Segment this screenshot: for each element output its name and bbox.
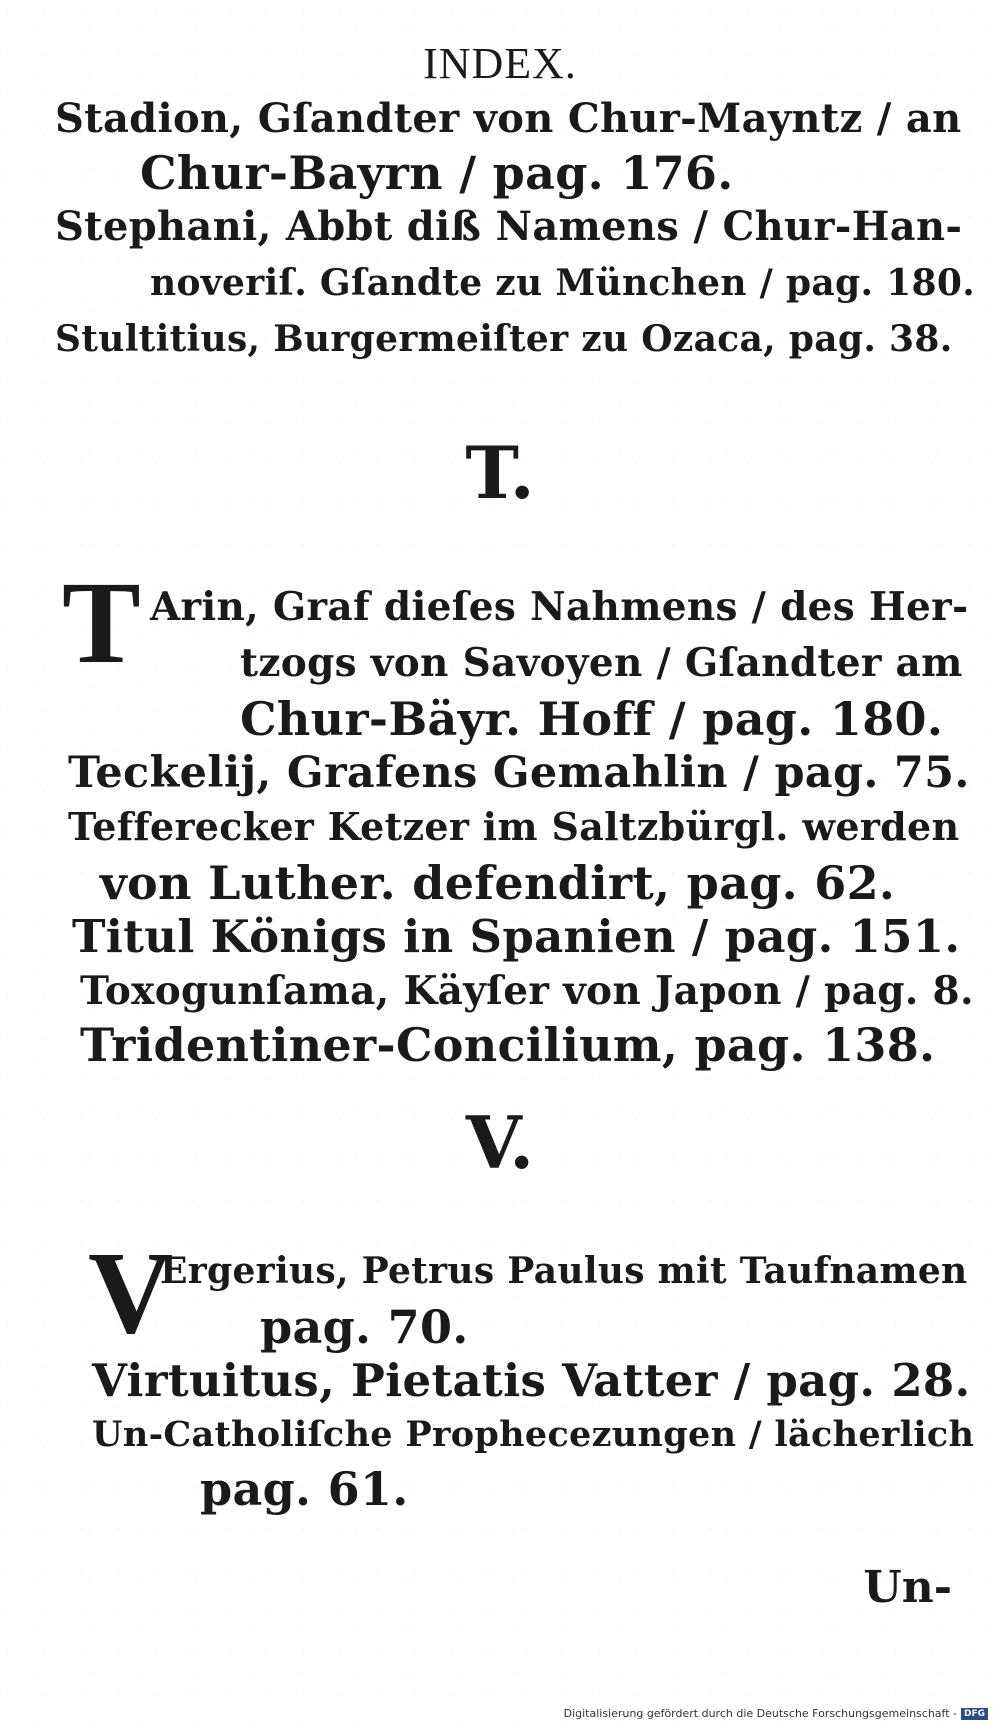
dfg-logo: DFG [961,1708,988,1720]
catchword: Un- [863,1562,952,1613]
section-heading-v: V. [465,1100,535,1185]
entry-virtuitus: Virtuitus, Pietatis Vatter / pag. 28. [92,1354,971,1407]
entry-stephani-cont: noveriſ. Gſandte zu München / pag. 180. [150,262,976,304]
entry-uncatholische-cont: pag. 61. [200,1462,409,1516]
entry-stadion-cont: Chur-Bayrn / pag. 176. [140,146,734,200]
dropcap-v: V [88,1227,174,1358]
entry-tridentiner: Tridentiner-Concilium, pag. 138. [80,1018,936,1072]
entry-titul: Titul Königs in Spanien / pag. 151. [72,910,961,963]
entry-tarin: Arin, Graf dieſes Nahmens / des Her- [150,584,969,630]
entry-tarin-cont-2: Chur-Bäyr. Hoff / pag. 180. [240,692,944,746]
section-heading-t: T. [465,430,535,515]
entry-toxogunsama: Toxogunſama, Käyſer von Japon / pag. 8. [80,968,974,1014]
entry-tefferecker: Tefferecker Ketzer im Saltzbürgl. werden [68,804,960,849]
entry-uncatholische: Un-Catholiſche Prophecezungen / lächerlich [92,1414,975,1455]
footer-text: Digitalisierung gefördert durch die Deutsche Forschungsgemeinschaft - [563,1707,957,1720]
entry-stephani: Stephani, Abbt diß Namens / Chur-Han- [55,203,963,250]
entry-vergerius: Ergerius, Petrus Paulus mit Taufnamen [160,1250,968,1292]
entry-teckelij: Teckelij, Grafens Gemahlin / pag. 75. [68,748,970,798]
entry-stultitius: Stultitius, Burgermeiſter zu Ozaca, pag. 38. [55,318,953,360]
entry-tarin-cont-1: tzogs von Savoyen / Gſandter am [240,640,963,686]
dropcap-t: T [62,557,141,688]
entry-vergerius-cont: pag. 70. [260,1300,469,1354]
footer-credit [564,1707,988,1720]
entry-tefferecker-cont: von Luther. defendirt, pag. 62. [100,856,896,910]
page-header: INDEX. [423,39,577,88]
entry-stadion: Stadion, Gſandter von Chur-Mayntz / an [55,95,962,142]
